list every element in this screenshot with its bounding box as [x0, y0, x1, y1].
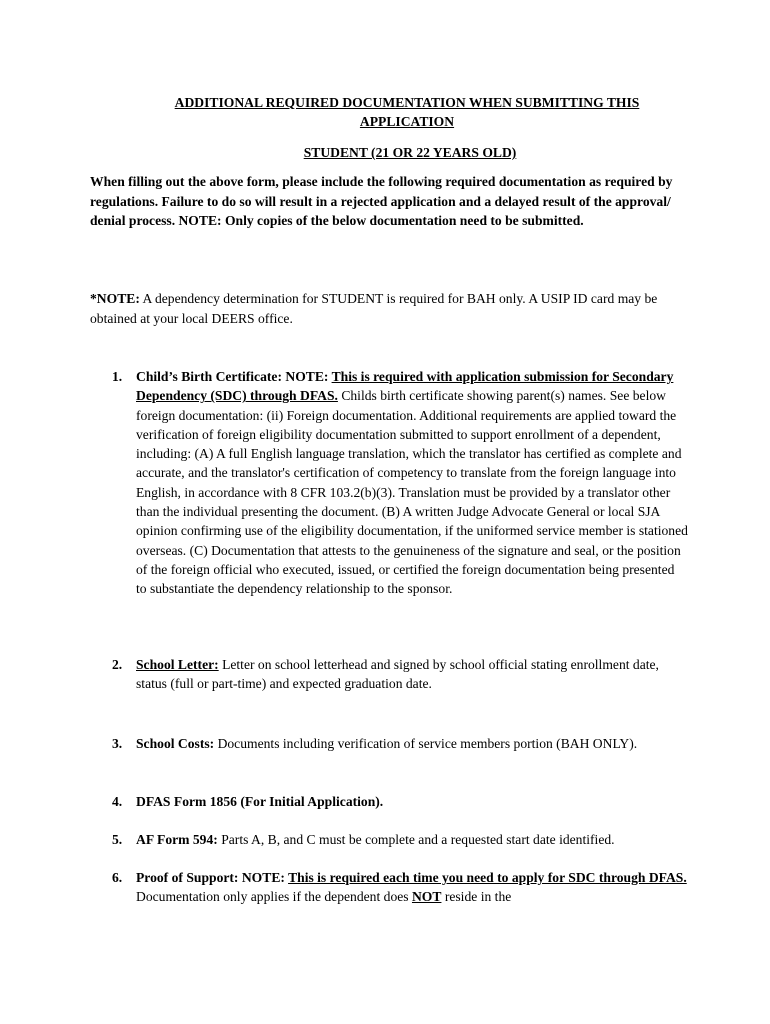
- list-item-text: Documentation only applies if the dependent does: [136, 889, 412, 905]
- list-item-tail: reside in the: [441, 889, 512, 905]
- list-item-number: 1.: [112, 369, 123, 384]
- list-item-number: 6.: [112, 870, 123, 885]
- note-label: *NOTE:: [90, 291, 140, 306]
- list-item-heading: Child’s Birth Certificate: NOTE:: [136, 369, 332, 384]
- list-item-school-letter: [112, 655, 688, 694]
- note-text: A dependency determination for STUDENT is required for BAH only. A USIP ID card may be obtained at your local DEERS office.: [90, 291, 658, 326]
- list-item-heading: Proof of Support: NOTE:: [136, 870, 289, 885]
- list-item-heading: DFAS Form 1856 (For Initial Application).: [136, 794, 384, 809]
- list-item-birth-certificate: [112, 367, 688, 599]
- list-item-text: Childs birth certificate showing parent(s) names. See below foreign documentation: (ii) Foreign documentation. Additional requirements are applied toward the verification of foreign eligibility documentation submitted to support enrollment of a dependent, including: (A) A full English language translation, which the translator has certified as complete and accurate, and the translator's certification of competency to translate from the foreign language into English, in accordance with 8 CFR 103.2(b)(3). Translation must be provided by a translator other than the individual presenting the document. (B) A written Judge Advocate General or local SJA opinion confirming use of the eligibility documentation, if the uniformed service member is stationed overseas. (C) Documentation that attests to the genuineness of the signature and seal, or the position of the foreign official who executed, issued, or certified the foreign documentation being presented to substantiate the dependency relationship to the sponsor.: [136, 388, 688, 597]
- list-item-number: 5.: [112, 832, 123, 847]
- list-item-proof-of-support: [112, 868, 688, 907]
- list-item-heading: AF Form 594:: [136, 832, 218, 847]
- list-item-emphasis: This is required each time you need to apply for SDC through DFAS.: [288, 870, 687, 885]
- note-paragraph: [90, 289, 690, 329]
- list-item-school-costs: [112, 734, 688, 753]
- list-item-number: 3.: [112, 736, 123, 751]
- list-item-text: Documents including verification of service members portion (BAH ONLY).: [214, 736, 638, 751]
- list-item-heading: School Letter:: [136, 657, 219, 672]
- list-item-text: Letter on school letterhead and signed by school official stating enrollment date, status (full or part-time) and expected graduation date.: [136, 657, 659, 692]
- document-title: ADDITIONAL REQUIRED DOCUMENTATION WHEN SUBMITTING THIS APPLICATION: [174, 95, 640, 129]
- list-item-heading: School Costs:: [136, 736, 215, 751]
- list-item-number: 2.: [112, 657, 123, 672]
- list-item-not-emphasis: NOT: [411, 889, 442, 905]
- list-item-number: 4.: [112, 794, 123, 809]
- intro-paragraph: When filling out the above form, please include the following required documentation as required by regulations. Failure to do so will result in a rejected application and a delayed result of the approval/ denial process. NOTE: Only copies of the below documentation need to be submitted.: [90, 174, 673, 228]
- document-subtitle: STUDENT (21 OR 22 YEARS OLD): [303, 145, 517, 160]
- list-item-text: Parts A, B, and C must be complete and a requested start date identified.: [217, 832, 615, 847]
- list-item-af-form: [112, 830, 688, 849]
- list-item-dfas-form: [112, 792, 688, 811]
- list-item-emphasis: This is required with application submission for Secondary Dependency (SDC) through DFAS.: [136, 369, 674, 404]
